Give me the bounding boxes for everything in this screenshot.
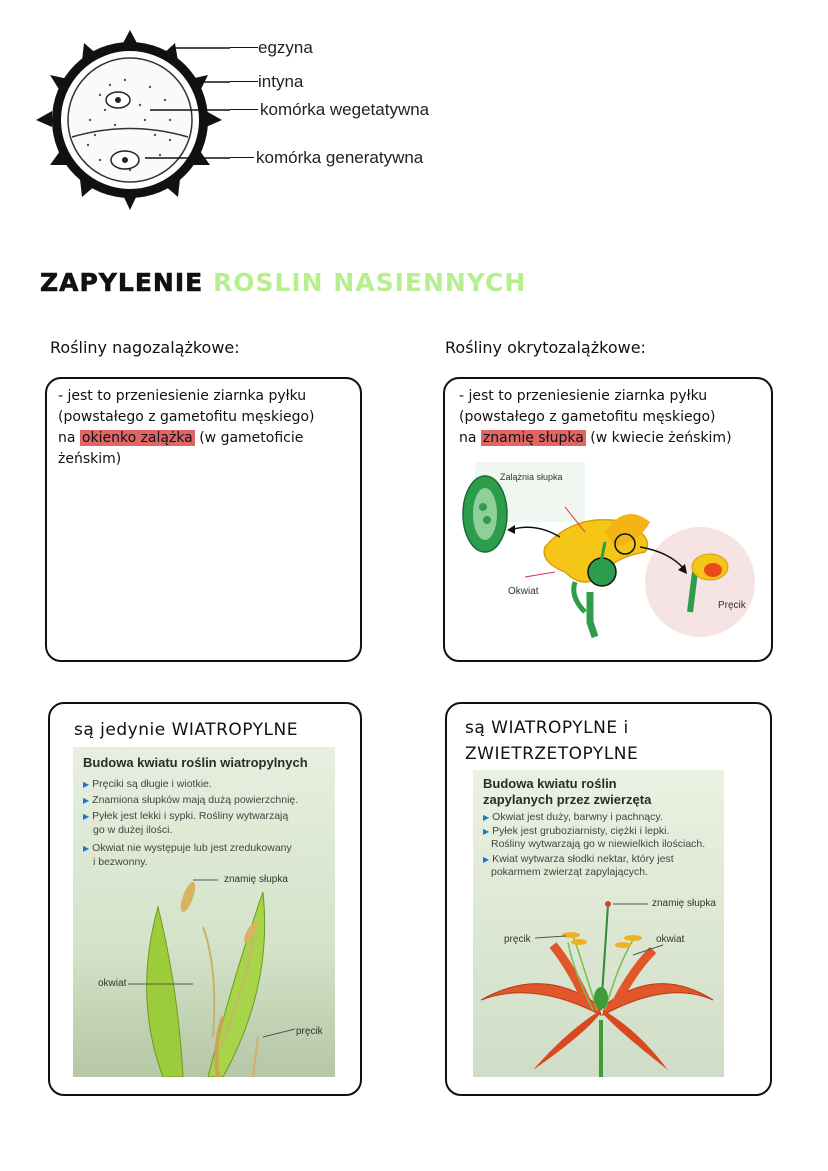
wind-label-stigma: znamię słupka (224, 874, 288, 885)
label-generative-cell: komórka generatywna (256, 148, 424, 167)
gymnosperm-text: - jest to przeniesienie ziarnka pyłku (powstałego z gametofitu męskiego) na okienko zalążka (w gametoficie żeńskim) (58, 388, 315, 467)
page-title (40, 268, 526, 297)
label-ovary: Zalążnia słupka (500, 472, 563, 482)
label-stamen: Pręcik (718, 600, 746, 611)
title-part1: ZAPYLENIE (40, 268, 204, 297)
wind-bullet: ▶ Okwiat nie występuje lub jest zredukowany (83, 842, 292, 854)
label-intine: intyna (258, 72, 304, 91)
label-line (230, 47, 258, 48)
wind-label-stamen: pręcik (296, 1026, 323, 1037)
animal-bullet-cont: Rośliny wytwarzają go w niewielkich ilościach. (491, 838, 706, 850)
label-exine: egzyna (258, 38, 313, 57)
animal-bullet: ▶ Pyłek jest gruboziarnisty, ciężki i lepki. (483, 825, 670, 837)
wind-bullet: ▶ Znamiona słupków mają dużą powierzchnię. (83, 794, 299, 806)
heading-angiosperms: Rośliny okrytozalążkowe: (445, 338, 646, 357)
label-perianth: Okwiat (508, 586, 539, 597)
wind-card-heading: są jedynie WIATROPYLNE (74, 720, 298, 740)
animal-panel-title-1: Budowa kwiatu roślin (483, 776, 617, 791)
angiosperm-text: - jest to przeniesienie ziarnka pyłku (powstałego z gametofitu męskiego) na znamię słupka (w kwiecie żeńskim) (459, 388, 732, 446)
animal-card-heading-2: ZWIETRZETOPYLNE (465, 744, 639, 764)
animal-panel (473, 770, 724, 1077)
wind-bullet: ▶ Pyłek jest lekki i sypki. Rośliny wytwarzają (83, 810, 289, 822)
animal-label-perianth: okwiat (656, 934, 685, 945)
wind-panel-title: Budowa kwiatu roślin wiatropylnych (83, 755, 308, 770)
animal-panel-title-2: zapylanych przez zwierzęta (483, 792, 652, 807)
lily-flower-illustration (473, 770, 724, 1077)
wind-label-perianth: okwiat (98, 978, 127, 989)
title-part2: ROSLIN NASIENNYCH (212, 268, 527, 297)
animal-bullet: ▶ Okwiat jest duży, barwny i pachnący. (483, 811, 663, 823)
pollen-grain-diagram (30, 25, 230, 215)
highlight-micropyle: okienko zalążka (81, 430, 193, 446)
wind-bullet: ▶ Pręciki są długie i wiotkie. (83, 778, 212, 790)
label-line (230, 109, 258, 110)
animal-bullet: ▶ Kwiat wytwarza słodki nektar, który jest (483, 853, 674, 865)
label-line (230, 81, 258, 82)
highlight-stigma: znamię słupka (482, 430, 584, 446)
wind-bullet-cont: go w dużej ilości. (93, 824, 173, 836)
animal-card-heading-1: są WIATROPYLNE i (465, 718, 629, 738)
angiosperm-flower-diagram (455, 462, 765, 652)
label-line (230, 157, 254, 158)
animal-label-stigma: znamię słupka (652, 898, 716, 909)
wind-bullet-cont: i bezwonny. (93, 856, 148, 868)
heading-gymnosperms: Rośliny nagozalążkowe: (50, 338, 240, 357)
animal-bullet-cont: pokarmem zwierząt zapylających. (491, 866, 648, 878)
animal-label-stamen: pręcik (504, 934, 531, 945)
label-vegetative-cell: komórka wegetatywna (260, 100, 430, 119)
